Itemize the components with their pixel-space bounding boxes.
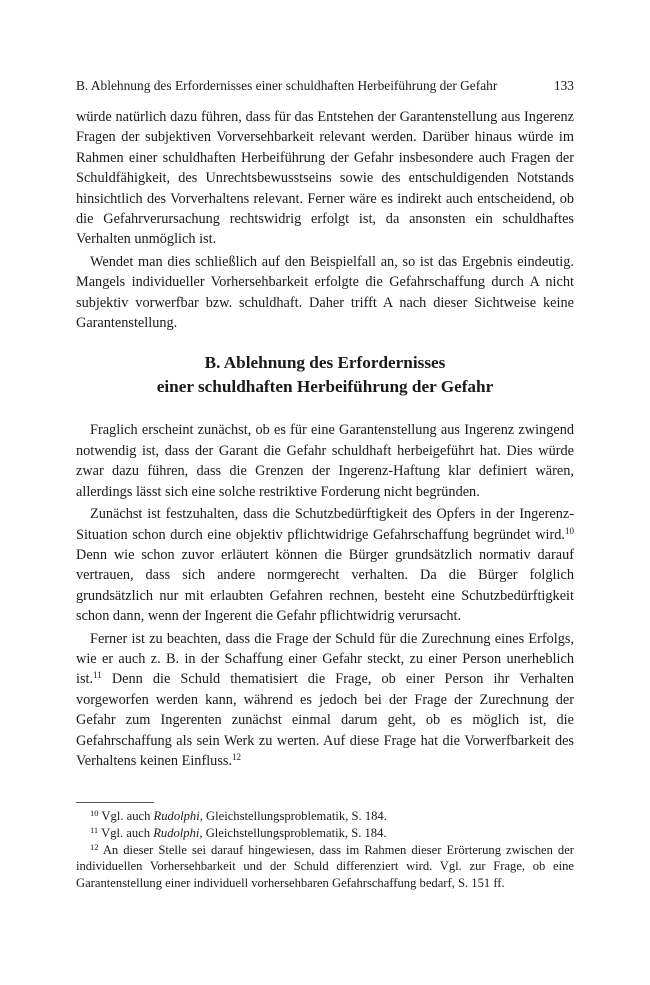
section-heading-line-1: B. Ablehnung des Erfordernisses xyxy=(204,353,446,373)
footnote-12 xyxy=(76,842,574,892)
paragraph-5-text-b: Denn die Schuld thematisiert die Frage, ob einer Person ihr Verhalten vorgeworfen werden kann, während es jedoch bei der Frage der Zurechnung der Gefahr zum Ingerenten zunächst einmal darum geht, ob es möglich ist, die Gefahrschaffung als sein Werk zu werten. Auf diese Frage hat die Vorwerfbarkeit des Verhaltens keinen Einfluss. xyxy=(76,671,574,769)
running-head xyxy=(76,78,574,94)
paragraph-4 xyxy=(76,504,574,626)
footnote-text: , Gleichstellungsproblematik, S. 184. xyxy=(199,809,387,823)
footnote-11 xyxy=(76,825,574,842)
footnote-ref-12[interactable]: 12 xyxy=(232,751,242,762)
footnote-10 xyxy=(76,808,574,825)
footnote-text: An dieser Stelle sei darauf hingewiesen, dass im Rahmen dieser Erörterung zwischen der individuellen Vorhersehbarkeit und der Schuld differenziert wird. Vgl. zur Frage, ob eine Garantenstellung einer individuell vorhersehbaren Gefahrschaffung bedarf, S. 151 ff. xyxy=(76,842,574,891)
paragraph-3: Fraglich erscheint zunächst, ob es für eine Garantenstellung aus Ingerenz zwingend notwendig ist, dass der Garant die Gefahr schuldhaft herbeigeführt hat. Dies würde zwar dazu führen, dass die Grenzen der Ingerenz-Haftung klar definiert wären, allerdings lässt sich eine solche restriktive Forderung nicht begründen. xyxy=(76,422,574,500)
paragraph-4-text-b: Denn wie schon zuvor erläutert können die Bürger grundsätzlich normativ darauf vertrauen, dass sich andere normgerecht verhalten. Da die Bürger folglich grundsätzlich nur mit erlaubten Gefahren rechnen, besteht eine Schutzbedürftigkeit schon dann, wenn der Ingerent die Gefahr pflichtwidrig verursacht. xyxy=(76,546,574,625)
paragraph-1: würde natürlich dazu führen, dass für das Entstehen der Garantenstellung aus Ingerenz Fragen der subjektiven Vorversehbarkeit relevant werden. Darüber hinaus würde im Rahmen einer schuldhaften Herbeiführung der Gefahr insbesondere auch Fragen der Schuldfähigkeit, des Unrechtsbewusstseins sowie des entschuldigenden Notstands hinsichtlich des Vorverhaltens relevant. Ferner wäre es indirekt auch entscheidend, ob die Gefahrverursachung rechtswidrig erfolgt ist, da ansonsten ein schuldhaftes Verhalten unmöglich ist. xyxy=(76,109,574,248)
paragraph-2: Wendet man dies schließlich auf den Beispielfall an, so ist das Ergebnis eindeutig. Mangels individueller Vorhersehbarkeit erfolgte die Gefahrschaffung durch A nicht subjektiv vorwerfbar bzw. schuldhaft. Daher trifft A nach dieser Sichtweise keine Garantenstellung. xyxy=(76,253,574,332)
footnotes xyxy=(76,808,574,892)
footnote-separator xyxy=(76,802,154,803)
section-heading-line-2: einer schuldhaften Herbeiführung der Gefahr xyxy=(156,377,494,397)
footnote-text: Vgl. auch xyxy=(101,825,154,840)
paragraph-4-text-a: Zunächst ist festzuhalten, dass die Schutzbedürftigkeit des Opfers in der Ingerenz-Situation schon durch eine objektiv pflichtwidrige Gefahrschaffung begründet wird. xyxy=(76,506,574,543)
footnote-number: 10 xyxy=(90,808,99,818)
running-head-title: B. Ablehnung des Erfordernisses einer schuldhaften Herbeiführung der Gefahr xyxy=(76,78,498,93)
footnote-text: , Gleichstellungsproblematik, S. 184. xyxy=(199,825,387,840)
footnote-number: 12 xyxy=(90,841,99,852)
footnote-author: Rudolphi xyxy=(153,825,200,840)
section-heading xyxy=(76,333,574,420)
footnote-text: Vgl. auch xyxy=(101,809,154,823)
paragraph-5-text-a: Ferner ist zu beachten, dass die Frage der Schuld für die Zurechnung eines Erfolgs, wie er auch z. B. in der Schaffung einer Gefahr steckt, zu einer Person unerheblich ist. xyxy=(76,630,574,688)
footnote-author: Rudolphi xyxy=(153,809,200,823)
page-number: 133 xyxy=(553,78,574,93)
main-text xyxy=(76,107,574,771)
paragraph-5 xyxy=(76,629,574,772)
footnote-number: 11 xyxy=(90,824,99,835)
footnote-ref-10[interactable]: 10 xyxy=(565,525,574,536)
footnote-ref-11[interactable]: 11 xyxy=(93,670,102,681)
